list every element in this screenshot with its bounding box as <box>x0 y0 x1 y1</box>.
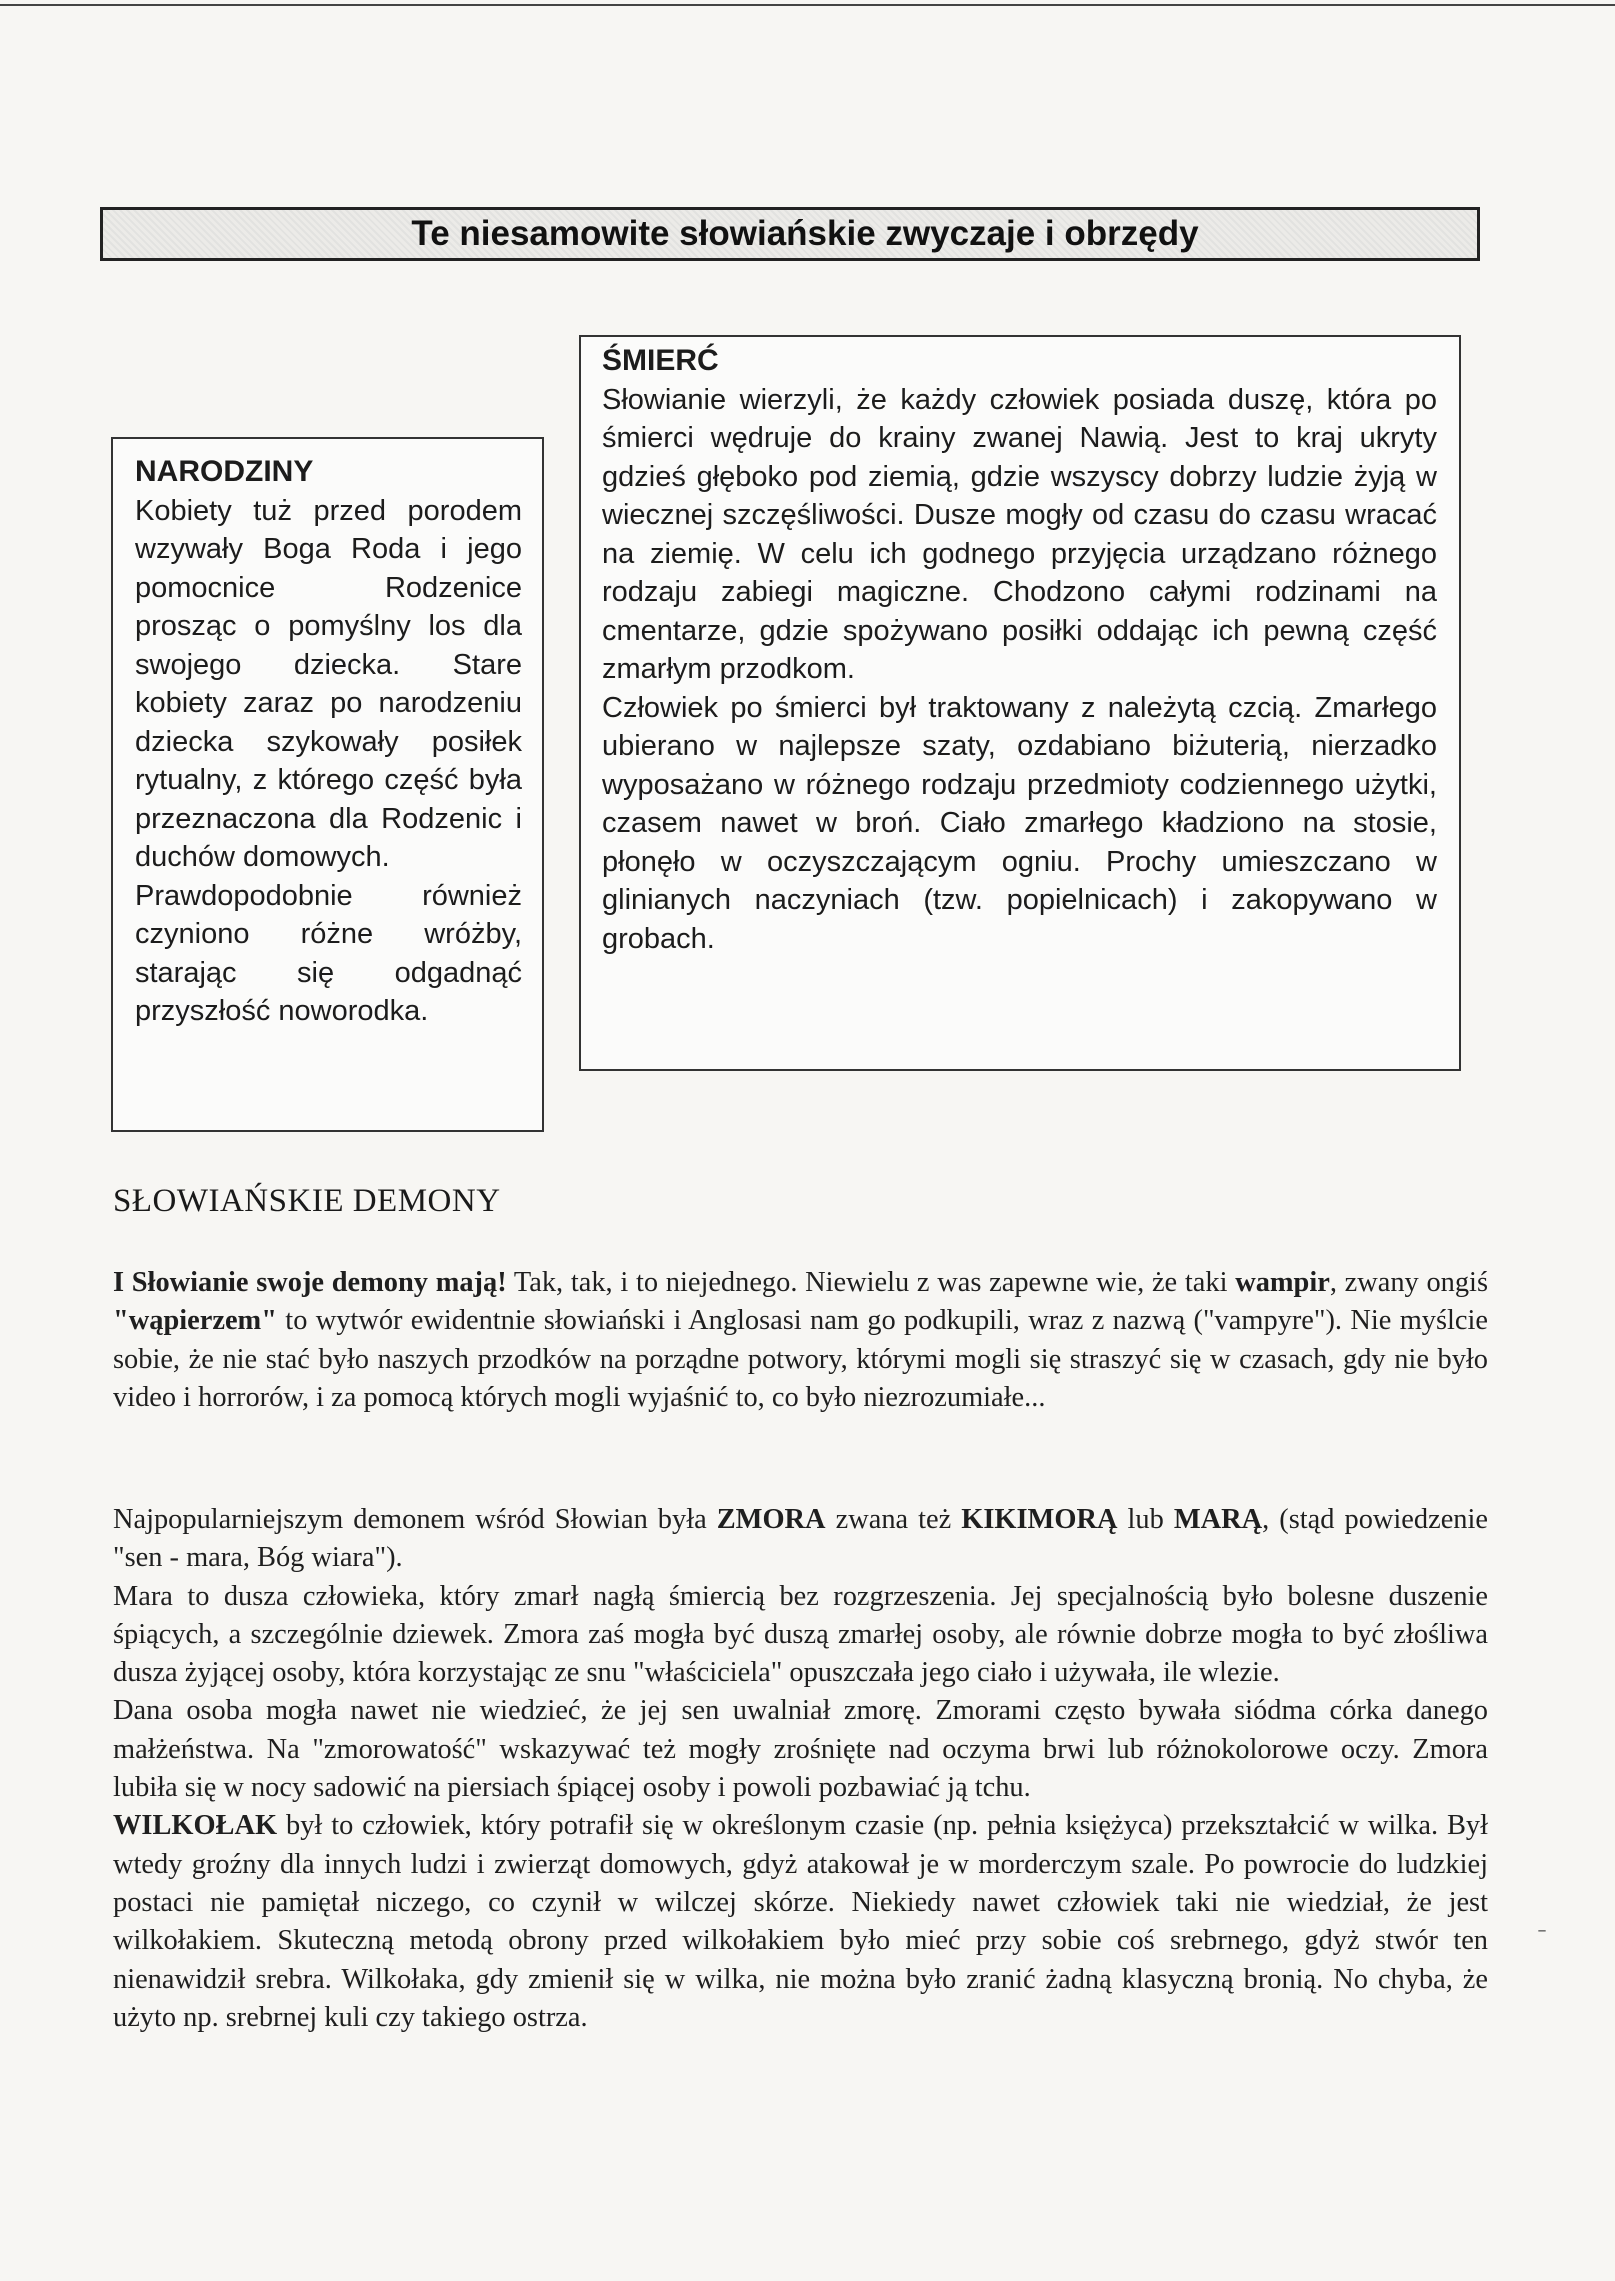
intro-bold: I Słowianie swoje demony mają! <box>113 1267 507 1298</box>
wilkolak-text: był to człowiek, który potrafił się w określonym czasie (np. pełnia księżyca) przekształcić w wilka. Był wtedy groźny dla innych ludzi i zwierząt domowych, gdyż atakował je w morderczym szale. Po powrocie do ludzkiej postaci nie pamiętał niczego, co czynił w wilczej skórze. Niekiedy nawet człowiek taki nie wiedział, że jest wilkołakiem. Skuteczną metodą obrony przed wilkołakiem było mieć przy sobie coś srebrnego, gdyż stwór ten nienawidził srebra. Wilkołaka, gdy zmienił się w wilka, nie można było zranić żadną klasyczną bronią. No chyba, że użyto np. srebrnej kuli czy takiego ostrza. <box>113 1810 1488 2033</box>
intro-wapierz: "wąpierzem" <box>113 1305 277 1337</box>
intro-wampir: wampir <box>1235 1267 1330 1298</box>
mara-paragraph: Mara to dusza człowieka, który zmarł nagłą śmiercią bez rozgrzeszenia. Jej specjalnością było bolesne duszenie śpiących, a szczególnie dziewek. Zmora zaś mogła być duszą zmarłej osoby, ale równie dobrze mogła to być złośliwa dusza żyjącej osoby, która korzystając ze snu "właściciela" opuszczała jego ciało i używała, ile wlezie. <box>113 1580 1488 1689</box>
zmora-details-paragraph: Dana osoba mogła nawet nie wiedzieć, że jej sen uwalniał zmorę. Zmorami często bywała siódma córka danego małżeństwa. Na "zmorowatość" wskazywać też mogły zrośnięte nad oczyma brwi lub różnokolorowe oczy. Zmora lubiła się w nocy sadowić na piersiach śpiącej osoby i powoli pozbawiać ją tchu. <box>113 1695 1488 1804</box>
death-box <box>579 335 1461 1071</box>
zmora-text-d: , (stąd powiedzenie "sen - mara, Bóg wiara"). <box>113 1504 1488 1574</box>
zmora-text-a: Najpopularniejszym demonem wśród Słowian była <box>113 1504 717 1535</box>
mara-name: MARĄ <box>1173 1504 1263 1535</box>
scan-mark: ˉ <box>1538 1925 1546 1951</box>
births-box <box>111 437 544 1132</box>
wilkolak-name: WILKOŁAK <box>113 1810 278 1842</box>
zmora-paragraph <box>113 1501 1488 1578</box>
intro-paragraph <box>113 1264 1488 1417</box>
wilkolak-paragraph <box>113 1807 1488 2037</box>
births-heading: NARODZINY <box>135 455 314 488</box>
zmora-text-c: lub <box>1117 1504 1174 1535</box>
title-banner <box>100 207 1480 261</box>
births-text: Kobiety tuż przed porodem wzywały Boga Roda i jego pomocnice Rodzenice prosząc o pomyślny los dla swojego dziecka. Stare kobiety zaraz po narodzeniu dziecka szykowały posiłek rytualny, z którego część była przeznaczona dla Rodzenic i duchów domowych. <box>135 494 522 873</box>
zmora-name: ZMORA <box>716 1504 826 1535</box>
top-rule <box>0 4 1615 6</box>
section-heading: SŁOWIAŃSKIE DEMONY <box>113 1183 501 1219</box>
intro-text-a: Tak, tak, i to niejednego. Niewielu z was zapewne wie, że taki <box>506 1267 1236 1298</box>
kikimora-name: KIKIMORĄ <box>961 1504 1118 1535</box>
death-text: Słowianie wierzyli, że każdy człowiek posiada duszę, która po śmierci wędruje do krainy zwanej Nawią. Jest to kraj ukryty gdzieś głęboko pod ziemią, gdzie wszyscy dobrzy ludzie żyją w wiecznej szczęśliwości. Dusze mogły od czasu do czasu wracać na ziemię. W celu ich godnego przyjęcia urządzano różnego rodzaju zabiegi magiczne. Chodzono całymi rodzinami na cmentarze, gdzie spożywano posiłki oddając ich pewną część zmarłym przodkom. <box>602 383 1437 685</box>
births-text-2: Prawdopodobnie również czyniono różne wróżby, starając się odgadnąć przyszłość noworodka. <box>135 879 522 1027</box>
page-title: Te niesamowite słowiańskie zwyczaje i obrzędy <box>411 214 1199 253</box>
zmora-text-b: zwana też <box>825 1504 962 1535</box>
intro-text-b: , zwany ongiś <box>1329 1267 1488 1298</box>
death-heading: ŚMIERĆ <box>602 344 719 377</box>
intro-text-c: to wytwór ewidentnie słowiański i Anglosasi nam go podkupili, wraz z nazwą ("vampyre"). Nie myślcie sobie, że nie stać było naszych przodków na porządne potwory, którymi mogli się straszyć się w czasach, gdy nie było video i horrorów, i za pomocą których mogli wyjaśnić to, co było niezrozumiałe... <box>113 1305 1488 1413</box>
death-text-2: Człowiek po śmierci był traktowany z należytą czcią. Zmarłego ubierano w najlepsze szaty, ozdabiano biżuterią, nierzadko wyposażano w różnego rodzaju przedmioty codziennego użytki, czasem nawet w broń. Ciało zmarłego kładziono na stosie, płonęło w oczyszczającym ogniu. Prochy umieszczano w glinianych naczyniach (tzw. popielnicach) i zakopywano w grobach. <box>602 691 1437 955</box>
demons-body <box>113 1501 1488 2037</box>
